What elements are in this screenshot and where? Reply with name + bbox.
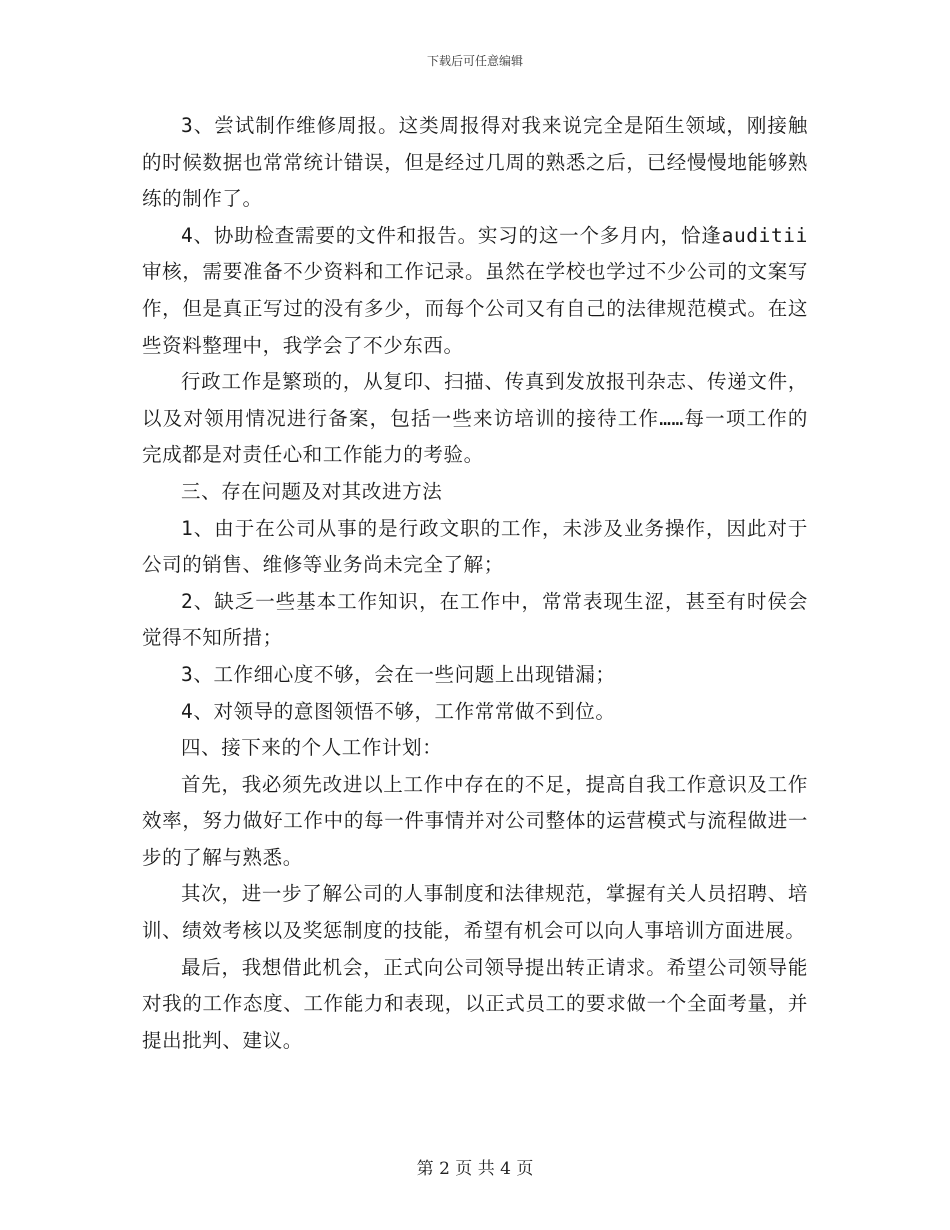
- paragraph-plan-first: 首先，我必须先改进以上工作中存在的不足，提高自我工作意识及工作效率，努力做好工作中的每一件事情并对公司整体的运营模式与流程做进一步的了解与熟悉。: [142, 772, 808, 869]
- section-heading-problems: 三、存在问题及对其改进方法: [181, 479, 443, 503]
- paragraph-problem-1: 1、由于在公司从事的是行政文职的工作，未涉及业务操作，因此对于公司的销售、维修等业务尚未完全了解；: [142, 516, 808, 577]
- paragraph-plan-last: 最后，我想借此机会，正式向公司领导提出转正请求。希望公司领导能对我的工作态度、工作能力和表现，以正式员工的要求做一个全面考量，并提出批判、建议。: [142, 955, 808, 1052]
- paragraph-item-4-documents: 4、协助检查需要的文件和报告。实习的这一个多月内，恰逢auditii审核，需要准备不少资料和工作记录。虽然在学校也学过不少公司的文案写作，但是真正写过的没有多少，而每个公司又有自己的法律规范模式。在这些资料整理中，我学会了不少东西。: [142, 223, 808, 357]
- page-header: 下载后可任意编辑: [426, 54, 523, 68]
- paragraph-plan-second: 其次，进一步了解公司的人事制度和法律规范，掌握有关人员招聘、培训、绩效考核以及奖惩制度的技能，希望有机会可以向人事培训方面进展。: [142, 882, 808, 943]
- paragraph-item-3-report: 3、尝试制作维修周报。这类周报得对我来说完全是陌生领域，刚接触的时候数据也常常统计错误，但是经过几周的熟悉之后，已经慢慢地能够熟练的制作了。: [142, 114, 808, 211]
- document-body: [142, 108, 808, 1059]
- page-footer: 第 2 页 共 4 页: [416, 1159, 534, 1179]
- paragraph-admin-work: 行政工作是繁琐的，从复印、扫描、传真到发放报刊杂志、传递文件，以及对领用情况进行备案，包括一些来访培训的接待工作……每一项工作的完成都是对责任心和工作能力的考验。: [142, 370, 808, 467]
- paragraph-problem-3: 3、工作细心度不够，会在一些问题上出现错漏；: [181, 662, 616, 686]
- section-heading-plan: 四、接下来的个人工作计划：: [181, 736, 443, 760]
- paragraph-problem-4: 4、对领导的意图领悟不够，工作常常做不到位。: [181, 699, 616, 723]
- paragraph-problem-2: 2、缺乏一些基本工作知识，在工作中，常常表现生涩，甚至有时侯会觉得不知所措；: [142, 589, 808, 650]
